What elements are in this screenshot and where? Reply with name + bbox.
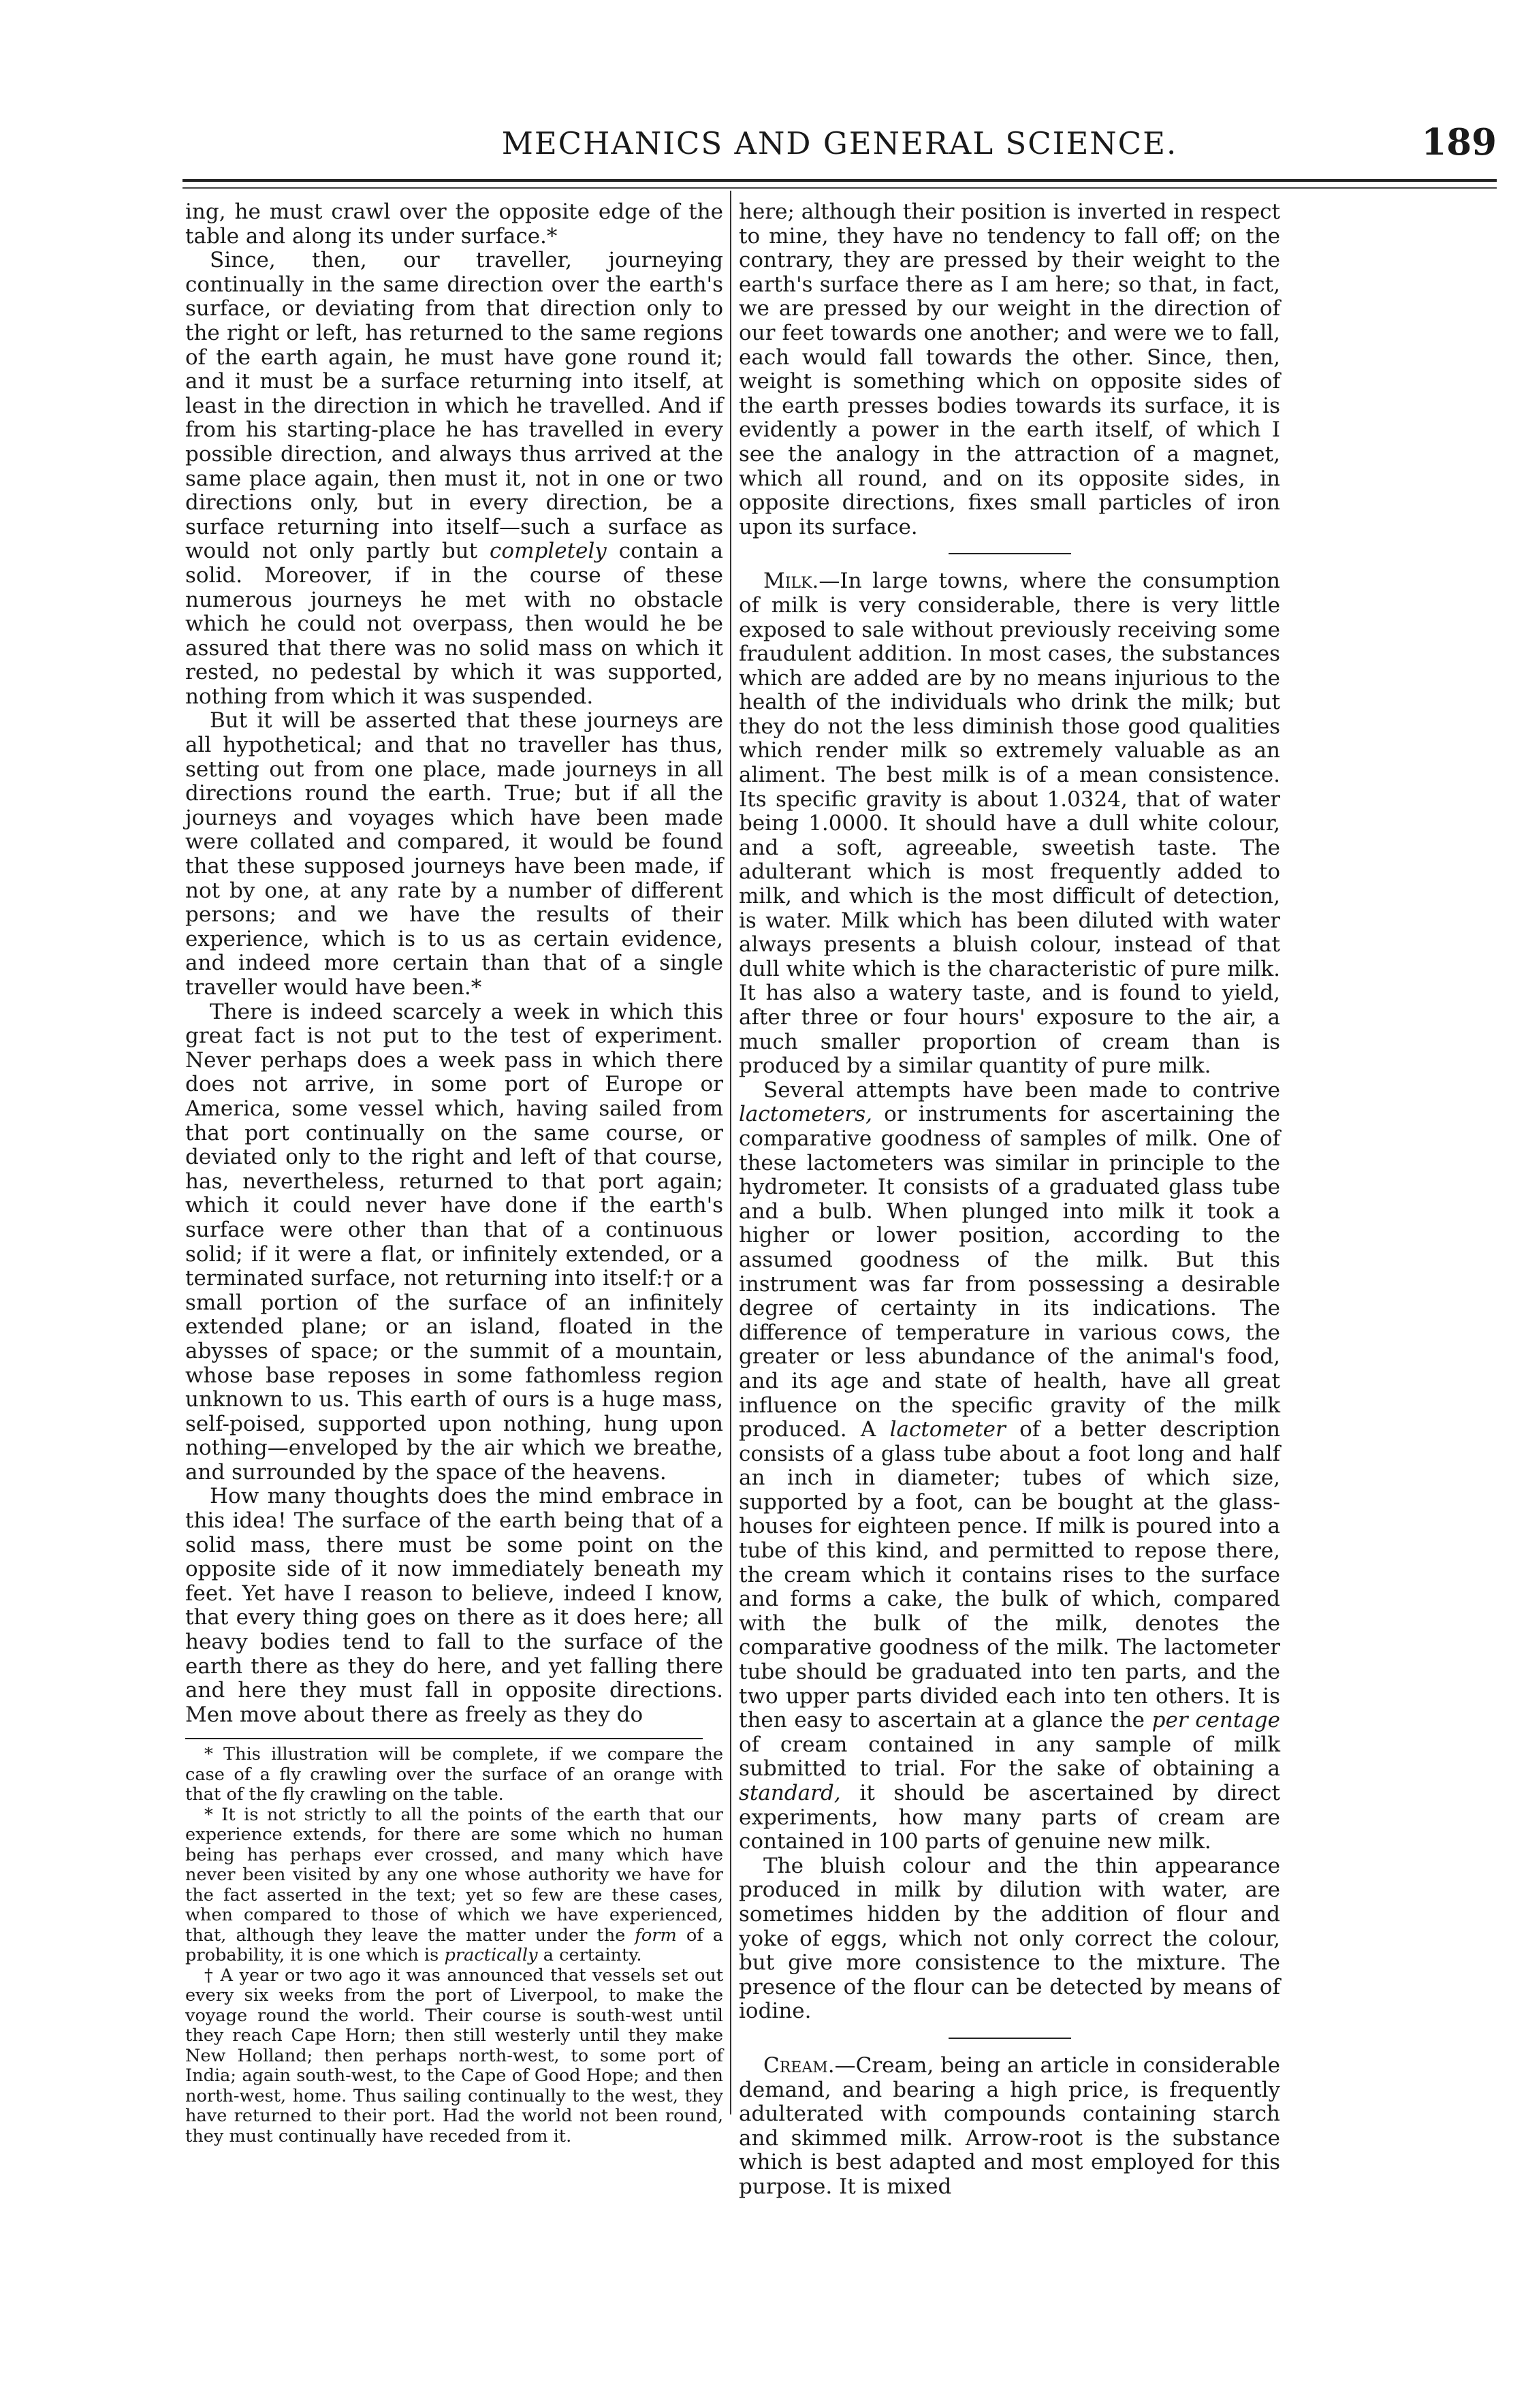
paragraph: ing, he must crawl over the opposite edge of the table and along its under surface.* [185, 200, 723, 249]
paragraph: Since, then, our traveller, journeying continually in the same direction over the earth's surface, or deviating from that direction only to the right or left, has returned to the same regions of the earth again, he must have gone round it; and it must be a surface returning into itself, at least in the direction in which he travelled. And if from his starting-place he has travelled in every possible direction, and always thus arrived at the same place again, then must it, not in one or two directions only, but in every direction, be a surface returning into itself—such a surface as would not only partly but completely contain a solid. Moreover, if in the course of these numerous journeys he met with no obstacle which he could not overpass, then would he be assured that there was no solid mass on which it rested, no pedestal by which it was supported, nothing from which it was suspended. [185, 248, 723, 709]
footnote: † A year or two ago it was announced that vessels set out every six weeks from the port of Liverpool, to make the voyage round the world. Their course is south-west until they reach Cape Horn; then still westerly until they make New Holland; then perhaps north-west, to some port of India; again south-west, to the Cape of Good Hope; and then north-west, home. Thus sailing continually to the west, they have returned to their port. Had the world not been round, they must continually have receded from it. [185, 1965, 723, 2146]
section-heading-milk: Milk. [763, 569, 819, 594]
page-number: 189 [1421, 121, 1497, 163]
emphasis: completely [490, 539, 607, 564]
milk-paragraph: Several attempts have been made to contrive lactometers, or instruments for ascertaining the comparative goodness of samples of milk. One of these lactometers was similar in principle to the hydrometer. It consists of a graduated glass tube and a bulb. When plunged into milk it took a higher or lower position, according to the assumed goodness of the milk. But this instrument was far from possessing a desirable degree of certainty in its indications. The difference of temperature in various cows, the greater or less abundance of the animal's food, and its age and state of health, have all great influence on the specific gravity of the milk produced. A lactometer of a better description consists of a glass tube about a foot long and half an inch in diameter; tubes of which size, supported by a foot, can be bought at the glass-houses for eighteen pence. If milk is poured into a tube of this kind, and permitted to repose there, the cream which it contains rises to the surface and forms a cake, the bulk of which, compared with the bulk of the milk, denotes the comparative goodness of the milk. The lactometer tube should be graduated into ten parts, and the two upper parts divided each into ten others. It is then easy to ascertain at a glance the per centage of cream contained in any sample of milk submitted to trial. For the sake of obtaining a standard, it should be ascertained by direct experiments, how many parts of cream are contained in 100 parts of genuine new milk. [739, 1077, 1281, 1854]
header-rule-thick [182, 179, 1497, 182]
left-column [185, 200, 723, 2146]
header-rule-thin [182, 187, 1497, 189]
paragraph: There is indeed scarcely a week in which this great fact is not put to the test of experiment. Never perhaps does a week pass in which there does not arrive, in some port of Europe or America, some vessel which, having sailed from that port continually on the same course, or deviated only to the right and left of that course, has, nevertheless, returned to that port again; which it could never have done if the earth's surface were other than that of a continuous solid; if it were a flat, or infinitely extended, or a terminated surface, not returning into itself:† or a small portion of the surface of an infinitely extended plane; or an island, floated in the abysses of space; or the summit of a mountain, whose base reposes in some fathomless region unknown to us. This earth of ours is a huge mass, self-poised, supported upon nothing, hung upon nothing—enveloped by the air which we breathe, and surrounded by the space of the heavens. [185, 999, 723, 1485]
section-heading-cream: Cream. [763, 2053, 835, 2078]
paragraph: How many thoughts does the mind embrace in this idea! The surface of the earth being that of a solid mass, there must be some point on the opposite side of it now immediately beneath my feet. Yet have I reason to believe, indeed I know, that every thing goes on there as it does here; all heavy bodies tend to fall to the surface of the earth there as they do here, and yet falling there and here they must fall in opposite directions. Men move about there as freely as they do [185, 1484, 723, 1727]
milk-paragraph: Milk.—In large towns, where the consumption of milk is very considerable, there is very little exposed to sale without previously receiving some fraudulent addition. In most cases, the substances which are added are by no means injurious to the health of the individuals who drink the milk; but they do not the less diminish those good qualities which render milk so extremely valuable as an aliment. The best milk is of a mean consistence. Its specific gravity is about 1.0324, that of water being 1.0000. It should have a dull white colour, and a soft, agreeable, sweetish taste. The adulterant which is most frequently added to milk, and which is the most difficult of detection, is water. Milk which has been diluted with water always presents a bluish colour, instead of that dull white which is the characteristic of pure milk. It has also a watery taste, and is found to yield, after three or four hours' exposure to the air, a much smaller proportion of cream than is produced by a similar quantity of pure milk. [739, 569, 1280, 1079]
column-divider [730, 191, 731, 2114]
footnotes [185, 1745, 723, 2146]
milk-paragraph: The bluish colour and the thin appearance produced in milk by dilution with water, are sometimes hidden by the addition of flour and yoke of eggs, which not only correct the colour, but give more consistence to the mixture. The presence of the flour can be detected by means of iodine. [739, 1853, 1280, 2024]
running-head [182, 121, 1497, 169]
running-title: MECHANICS AND GENERAL SCIENCE. [501, 125, 1178, 161]
footnote-rule [185, 1738, 703, 1739]
section-rule [949, 2038, 1071, 2039]
footnote: * It is not strictly to all the points of the earth that our experience extends, for there are some which no human being has perhaps ever crossed, and many which have never been visited by any one whose authority we have for the fact asserted in the text; yet so few are these cases, when compared to those of which we have experienced, that, although they leave the matter under the form of a probability, it is one which is practically a certainty. [185, 1804, 723, 1966]
footnote: * This illustration will be complete, if we compare the case of a fly crawling over the surface of an orange with that of the fly crawling on the table. [185, 1744, 723, 1805]
paragraph: here; although their position is inverted in respect to mine, they have no tendency to fall off; on the contrary, they are pressed by their weight to the earth's surface there as I am here; so that, in fact, we are pressed by our weight in the direction of our feet towards one another; and were we to fall, each would fall towards the other. Since, then, weight is something which on opposite sides of the earth presses bodies towards its surface, it is evidently a power in the earth itself, of which I see the analogy in the attraction of a magnet, which all round, and on its opposite sides, in opposite directions, fixes small particles of iron upon its surface. [739, 200, 1280, 539]
right-column [739, 200, 1280, 2200]
paragraph: But it will be asserted that these journeys are all hypothetical; and that no traveller has thus, setting out from one place, made journeys in all directions round the earth. True; but if all the journeys and voyages which have been made were collated and compared, it would be found that these supposed journeys have been made, if not by one, at any rate by a number of different persons; and we have the results of their experience, which is to us as certain evidence, and indeed more certain than that of a single traveller would have been.* [185, 708, 723, 1000]
cream-paragraph: Cream.—Cream, being an article in considerable demand, and bearing a high price, is frequently adulterated with compounds containing starch and skimmed milk. Arrow-root is the substance which is best adapted and most employed for this purpose. It is mixed [739, 2053, 1280, 2199]
section-rule [949, 553, 1071, 554]
